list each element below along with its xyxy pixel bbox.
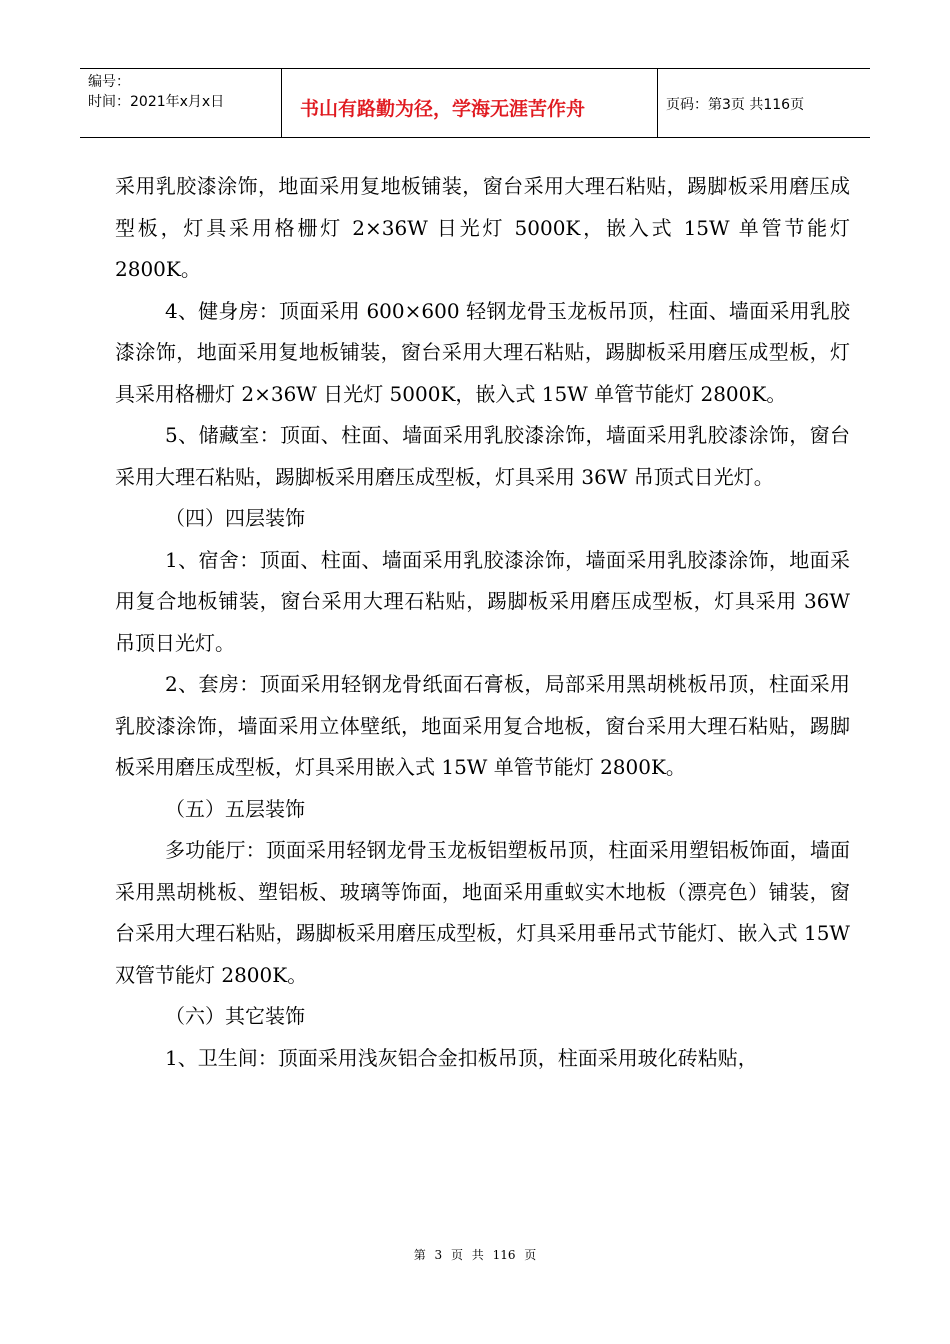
header-page-info: 页码：第3页 共116页 — [666, 97, 805, 113]
document-date: 时间：2021年x月x日 — [88, 94, 225, 110]
page-header — [80, 68, 870, 138]
header-meta — [80, 69, 282, 137]
body-paragraph: 2、套房：顶面采用轻钢龙骨纸面石膏板，局部采用黑胡桃板吊顶，柱面采用乳胶漆涂饰，墙面采用立体壁纸，地面采用复合地板，窗台采用大理石粘贴，踢脚板采用磨压成型板，灯具采用嵌入式 15W 单管节能灯 2800K。 — [115, 672, 850, 779]
body-paragraph: 多功能厅：顶面采用轻钢龙骨玉龙板铝塑板吊顶，柱面采用塑铝板饰面，墙面采用黑胡桃板、塑铝板、玻璃等饰面，地面采用重蚁实木地板（漂亮色）铺装，窗台采用大理石粘贴，踢脚板采用磨压成型板，灯具采用垂吊式节能灯、嵌入式 15W 双管节能灯 2800K。 — [115, 838, 850, 987]
header-page-cell — [658, 69, 870, 137]
document-body — [115, 166, 850, 1079]
body-paragraph: 5、储藏室：顶面、柱面、墙面采用乳胶漆涂饰，墙面采用乳胶漆涂饰，窗台采用大理石粘贴，踢脚板采用磨压成型板，灯具采用 36W 吊顶式日光灯。 — [115, 423, 850, 489]
section-heading: （四）四层装饰 — [165, 506, 305, 530]
body-paragraph: 1、宿舍：顶面、柱面、墙面采用乳胶漆涂饰，墙面采用乳胶漆涂饰，地面采用复合地板铺装，窗台采用大理石粘贴，踢脚板采用磨压成型板，灯具采用 36W 吊顶日光灯。 — [115, 547, 850, 655]
section-heading: （六）其它装饰 — [165, 1004, 305, 1028]
header-motto: 书山有路勤为径，学海无涯苦作舟 — [300, 98, 586, 120]
header-motto-cell — [282, 69, 658, 137]
section-heading: （五）五层装饰 — [165, 796, 305, 821]
document-number-label: 编号： — [88, 74, 130, 90]
body-paragraph: 1、卫生间：顶面采用浅灰铝合金扣板吊顶，柱面采用玻化砖粘贴， — [165, 1045, 758, 1070]
page-footer: 第 3 页 共 116 页 — [413, 1248, 537, 1262]
body-paragraph: 4、健身房：顶面采用 600×600 轻钢龙骨玉龙板吊顶，柱面、墙面采用乳胶漆涂饰，地面采用复地板铺装，窗台采用大理石粘贴，踢脚板采用磨压成型板，灯具采用格栅灯 2×36W 日光灯 5000K，嵌入式 15W 单管节能灯 2800K。 — [115, 298, 850, 406]
body-paragraph: 采用乳胶漆涂饰，地面采用复地板铺装，窗台采用大理石粘贴，踢脚板采用磨压成型板，灯具采用格栅灯 2×36W 日光灯 5000K，嵌入式 15W 单管节能灯 2800K。 — [115, 174, 850, 281]
